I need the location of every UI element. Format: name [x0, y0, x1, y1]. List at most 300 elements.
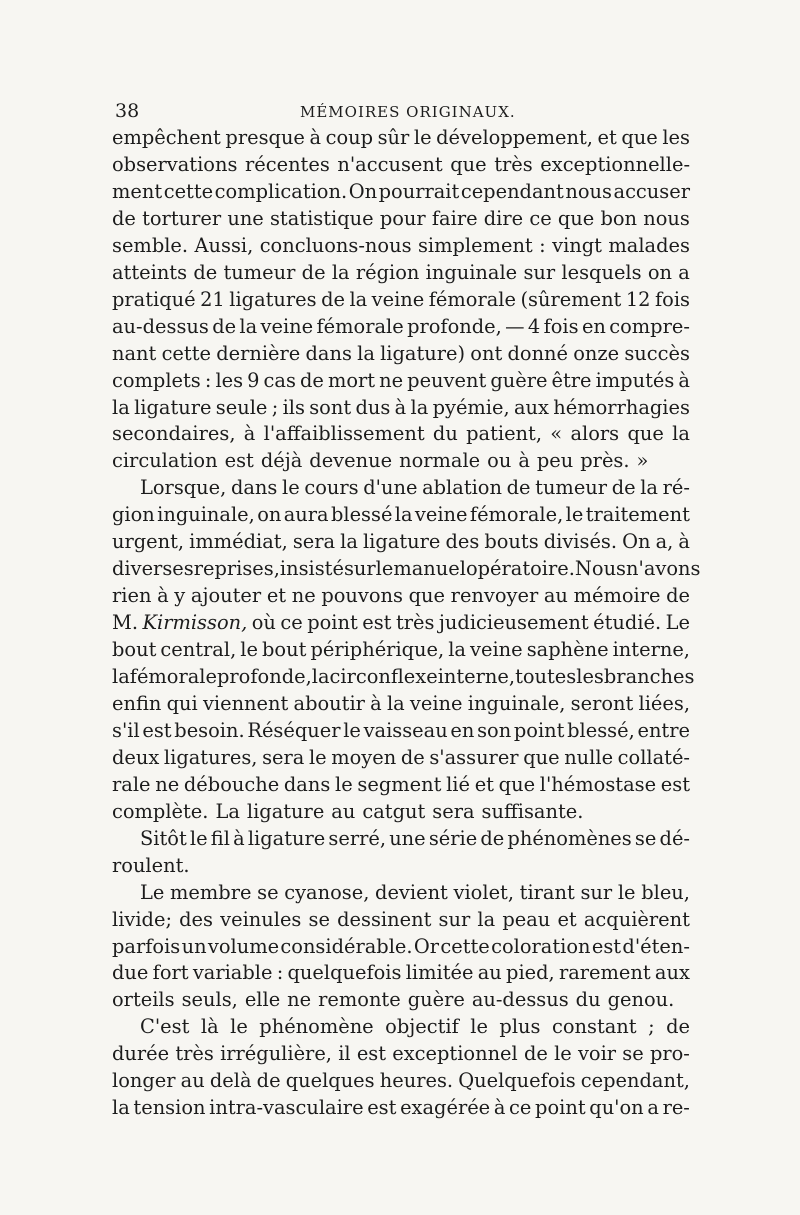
word: le — [189, 826, 208, 850]
word: du — [432, 422, 458, 446]
word: a, — [655, 530, 674, 554]
word: genou. — [607, 988, 675, 1012]
word: on — [257, 503, 282, 527]
word: ne — [379, 368, 404, 392]
word: remonte — [318, 988, 401, 1012]
word: la — [112, 1096, 130, 1120]
word: récentes — [244, 152, 330, 176]
word: dus — [355, 395, 391, 419]
text-line — [112, 961, 690, 988]
word: dire — [483, 206, 524, 230]
word: irrégulière, — [220, 1042, 332, 1066]
word: fémorale, — [469, 503, 564, 527]
word: simplement — [417, 233, 533, 257]
word: rien — [112, 584, 152, 608]
word: manuel — [393, 557, 466, 581]
word: vingt — [552, 233, 602, 257]
text-line — [112, 288, 690, 315]
text-line — [140, 827, 690, 854]
word: sera — [292, 530, 336, 554]
word: guère — [407, 988, 465, 1012]
word: (sûrement — [520, 287, 622, 311]
word: aboutir — [293, 691, 365, 715]
word: ré- — [662, 476, 690, 500]
word: saphène — [526, 638, 609, 662]
word: coloration — [491, 934, 591, 958]
text-line — [112, 773, 690, 800]
word: objectif — [385, 1015, 459, 1039]
word: cours — [304, 476, 359, 500]
word: veine — [260, 314, 314, 338]
word: nous — [643, 206, 690, 230]
word: au — [477, 961, 502, 985]
text-line — [140, 881, 690, 908]
word: ou — [487, 449, 512, 473]
word: nous — [565, 179, 612, 203]
word: cette — [163, 179, 214, 203]
word: secondaires, — [112, 422, 236, 446]
word: Nous — [574, 557, 627, 581]
word: aura — [283, 503, 329, 527]
word: traitement — [585, 503, 690, 527]
word: toutes — [515, 665, 577, 688]
word: sera — [432, 799, 475, 823]
word: le — [308, 745, 327, 769]
word: le — [282, 476, 300, 500]
word: gion — [112, 503, 155, 527]
word: à — [678, 530, 690, 554]
word: sûr — [377, 126, 410, 149]
word: où — [251, 611, 276, 635]
word: catgut — [362, 799, 426, 823]
word: complets — [112, 368, 201, 392]
text-line — [112, 746, 690, 773]
text-line — [112, 369, 690, 396]
word: que — [408, 584, 446, 608]
word: point — [513, 718, 565, 742]
word: inguinale, — [157, 503, 255, 527]
word: à — [370, 691, 382, 715]
word: suffisante. — [481, 799, 584, 823]
word: fémorale — [428, 287, 516, 311]
word: exceptionnel — [392, 1042, 518, 1066]
word: bleu, — [641, 880, 690, 904]
word: vaisseau — [363, 718, 448, 742]
word: à — [394, 395, 407, 419]
word: les — [662, 126, 690, 149]
word: région — [355, 260, 420, 284]
word: le — [375, 557, 394, 581]
word: au — [543, 584, 568, 608]
word: pratiqué — [112, 287, 196, 311]
word: point — [535, 1096, 586, 1120]
word: — — [505, 314, 525, 338]
word: sur — [438, 907, 471, 931]
word: presque — [225, 126, 305, 149]
word: l'hémostase — [539, 772, 657, 796]
word: à — [678, 368, 690, 392]
word: ligatures — [229, 287, 317, 311]
word: quelques — [285, 1069, 375, 1093]
word: veine — [414, 503, 468, 527]
word: cependant — [460, 179, 564, 203]
word: ligature — [247, 826, 326, 850]
word: dans — [283, 772, 331, 796]
word: très — [175, 1042, 214, 1066]
word: patient, — [466, 422, 542, 446]
word: les — [215, 368, 244, 392]
word: de — [193, 260, 218, 284]
word: la — [386, 691, 405, 715]
word: très — [395, 611, 435, 635]
word: dessinent — [337, 907, 432, 931]
word: mort — [327, 368, 376, 392]
word: qui — [166, 691, 198, 715]
word: qu'on — [589, 1096, 644, 1120]
word: de — [506, 476, 531, 500]
word: dans — [230, 476, 278, 500]
word: est — [142, 718, 172, 742]
word: de — [480, 826, 505, 850]
word: peu — [536, 449, 574, 473]
word: de — [666, 1015, 690, 1039]
word: dernière — [216, 341, 301, 365]
word: sur — [343, 557, 376, 581]
word: fois — [654, 287, 690, 311]
text-line — [112, 180, 690, 207]
word: des — [179, 907, 213, 931]
word: phénomène — [259, 1015, 374, 1039]
word: Le — [665, 611, 690, 635]
word: immédiat, — [189, 530, 288, 554]
word: fort — [152, 961, 189, 985]
word: nulle — [564, 745, 614, 769]
word: la — [448, 638, 466, 662]
word: onze — [573, 341, 620, 365]
word: limitée — [405, 961, 474, 985]
word: pour — [379, 206, 426, 230]
word: cette — [161, 341, 211, 365]
word: que — [523, 745, 560, 769]
word: de — [112, 206, 136, 230]
text-line — [112, 1042, 690, 1069]
text-line — [112, 611, 690, 638]
text-line — [112, 1096, 690, 1123]
word: normale — [399, 449, 481, 473]
word: profonde, — [407, 314, 502, 338]
word: dans — [305, 341, 352, 365]
word: circonflexe — [329, 665, 438, 688]
word: des — [445, 530, 480, 554]
word: entre — [637, 718, 690, 742]
word: et — [474, 772, 494, 796]
word: aux — [654, 961, 690, 985]
word: central, — [160, 638, 237, 662]
word: la — [410, 395, 429, 419]
word: le — [240, 638, 258, 662]
word: liées, — [638, 691, 690, 715]
page-header — [115, 100, 690, 124]
word: lié — [446, 772, 470, 796]
word: semble. — [112, 233, 189, 257]
word: observations — [112, 152, 238, 176]
word: constant — [551, 1015, 637, 1039]
word: là — [200, 1015, 219, 1039]
word: M. — [112, 611, 139, 635]
text-line — [112, 935, 690, 962]
word: malades — [608, 233, 690, 257]
word: le — [230, 1015, 248, 1039]
word: se — [257, 880, 279, 904]
word: 21 — [200, 287, 225, 311]
word: rale — [112, 772, 151, 796]
word: intra-vasculaire — [209, 1096, 364, 1120]
word: de — [299, 368, 324, 392]
word: segment — [357, 772, 442, 796]
word: complète. — [112, 799, 209, 823]
word: tumeur — [223, 260, 296, 284]
word: le — [554, 1042, 572, 1066]
text-line — [112, 126, 690, 153]
word: fil — [210, 826, 230, 850]
word: se — [308, 907, 330, 931]
word: la — [239, 314, 258, 338]
word: fémorale — [316, 314, 404, 338]
word: que — [627, 422, 664, 446]
word: s'il — [112, 718, 140, 742]
word: au — [331, 799, 356, 823]
word: en — [581, 314, 606, 338]
word: enfin — [112, 691, 162, 715]
word: Sitôt — [140, 826, 187, 850]
word: ce — [509, 1096, 532, 1120]
word: une — [389, 826, 426, 850]
word: l'affaiblissement — [263, 422, 425, 446]
word: inguinale — [425, 260, 518, 284]
word: point — [307, 611, 358, 635]
word: est — [356, 1042, 387, 1066]
text-line — [112, 908, 690, 935]
word: que — [557, 206, 595, 230]
word: inguinale, — [467, 691, 566, 715]
word: reprises, — [193, 557, 280, 581]
word: besoin. — [174, 718, 245, 742]
word: moyen — [331, 745, 397, 769]
text-line — [112, 153, 690, 180]
word: de — [256, 1069, 281, 1093]
word: le — [470, 1015, 488, 1039]
word: branches — [603, 665, 695, 688]
word: viennent — [202, 691, 289, 715]
word: ablation — [422, 476, 502, 500]
text-line — [112, 422, 690, 449]
word: fémorale — [129, 665, 217, 688]
word: devenue — [309, 449, 393, 473]
word: d'une — [363, 476, 418, 500]
text-line — [112, 449, 690, 476]
word: la — [357, 341, 375, 365]
word: re- — [662, 1096, 690, 1120]
word: seule — [215, 395, 268, 419]
word: ligatures, — [163, 745, 258, 769]
word: plus — [499, 1015, 541, 1039]
word: débouche — [183, 772, 280, 796]
word: n'avons — [626, 557, 701, 581]
word: peau — [502, 907, 551, 931]
word: que — [450, 152, 487, 176]
word: 4 — [527, 314, 541, 338]
word: exceptionnelle- — [540, 152, 690, 176]
text-line — [112, 503, 690, 530]
word: Aussi, — [194, 233, 254, 257]
word: blessé — [330, 503, 393, 527]
word: devient — [375, 880, 448, 904]
word: judicieusement — [438, 611, 589, 635]
word: ce — [280, 611, 303, 635]
word: pied, — [506, 961, 555, 985]
word: la — [349, 287, 368, 311]
word: de — [400, 745, 425, 769]
word: profonde, — [217, 665, 312, 688]
word: Quelquefois — [458, 1069, 576, 1093]
word: il — [338, 1042, 351, 1066]
word: On — [348, 179, 378, 203]
word: acquièrent — [583, 907, 690, 931]
word: est — [591, 934, 622, 958]
text-line — [112, 342, 690, 369]
word: alors — [570, 422, 620, 446]
word: de — [321, 287, 345, 311]
text-line — [112, 234, 690, 261]
word: : — [204, 368, 212, 392]
word: hémorrhagies — [553, 395, 690, 419]
word: La — [215, 799, 240, 823]
word: ne — [155, 772, 180, 796]
word: deux — [112, 745, 160, 769]
word: tension — [133, 1096, 206, 1120]
word: bout — [262, 638, 307, 662]
word: le — [565, 503, 584, 527]
word: interne, — [437, 665, 516, 688]
word: voir — [577, 1042, 617, 1066]
word: les — [576, 665, 604, 688]
word: exagérée — [400, 1096, 491, 1120]
word: imputés — [595, 368, 675, 392]
word: succès — [624, 341, 690, 365]
word: Réséquer — [247, 718, 341, 742]
text-line — [112, 315, 690, 342]
word: empêchent — [112, 126, 221, 149]
word: de — [666, 584, 690, 608]
word: la — [340, 530, 358, 554]
word: que — [498, 772, 536, 796]
word: et — [266, 584, 287, 608]
word: faire — [431, 206, 478, 230]
word: violet, — [453, 880, 514, 904]
word: son — [477, 718, 512, 742]
word: en — [450, 718, 475, 742]
text-line — [112, 638, 690, 665]
word: pourrait — [378, 179, 460, 203]
word: au-dessus — [112, 314, 209, 338]
word: la — [394, 503, 413, 527]
word: le — [617, 880, 636, 904]
text-line — [140, 476, 690, 503]
word: 12 — [625, 287, 651, 311]
word: la — [331, 260, 350, 284]
page-number: 38 — [115, 100, 140, 122]
word: la — [640, 476, 658, 500]
word: a — [647, 1096, 659, 1120]
word: au — [180, 1069, 205, 1093]
text-line — [112, 530, 690, 557]
word: rarement — [558, 961, 651, 985]
word: ligature) — [380, 341, 466, 365]
word: au-dessus — [471, 988, 569, 1012]
text-line — [112, 665, 695, 692]
word: de — [611, 476, 636, 500]
word: phénomènes — [507, 826, 632, 850]
running-title: MÉMOIRES ORIGINAUX. — [300, 103, 516, 121]
word: étudié. — [593, 611, 662, 635]
word: membre — [170, 880, 252, 904]
word: On — [622, 530, 651, 554]
word: et — [597, 126, 617, 149]
word: être — [551, 368, 592, 392]
word: le — [343, 718, 361, 742]
word: 9 — [247, 368, 260, 392]
word: peuvent — [407, 368, 487, 392]
word: torturer — [142, 206, 222, 230]
word: on — [647, 260, 673, 284]
word: Or — [413, 934, 440, 958]
word: nant — [112, 341, 157, 365]
word: urgent, — [112, 530, 185, 554]
word: le — [413, 126, 432, 149]
word: coup — [325, 126, 374, 149]
word: seront — [570, 691, 634, 715]
word: parfois — [112, 934, 181, 958]
text-line — [112, 988, 690, 1015]
word: aux — [513, 395, 549, 419]
word: à — [233, 826, 245, 850]
word: de — [212, 314, 237, 338]
word: livide; — [112, 907, 172, 931]
word: ; — [271, 395, 279, 419]
word: : — [539, 233, 546, 257]
word: compre- — [609, 314, 690, 338]
word: elle — [244, 988, 281, 1012]
word: circulation — [112, 449, 218, 473]
word: cette — [440, 934, 490, 958]
word: la — [112, 395, 130, 419]
word: et — [557, 907, 577, 931]
word: ajouter — [190, 584, 262, 608]
word: est — [362, 611, 392, 635]
word: très — [494, 152, 533, 176]
word: serré, — [328, 826, 387, 850]
word: ligature — [246, 799, 325, 823]
text-line — [112, 261, 690, 288]
word: roulent. — [112, 853, 190, 877]
word: Lorsque, — [140, 476, 227, 500]
word: est — [660, 772, 690, 796]
word: n'accusent — [337, 152, 443, 176]
word: opératoire. — [465, 557, 575, 581]
word: s'assurer — [429, 745, 519, 769]
word: sont — [309, 395, 352, 419]
word: renvoyer — [450, 584, 539, 608]
